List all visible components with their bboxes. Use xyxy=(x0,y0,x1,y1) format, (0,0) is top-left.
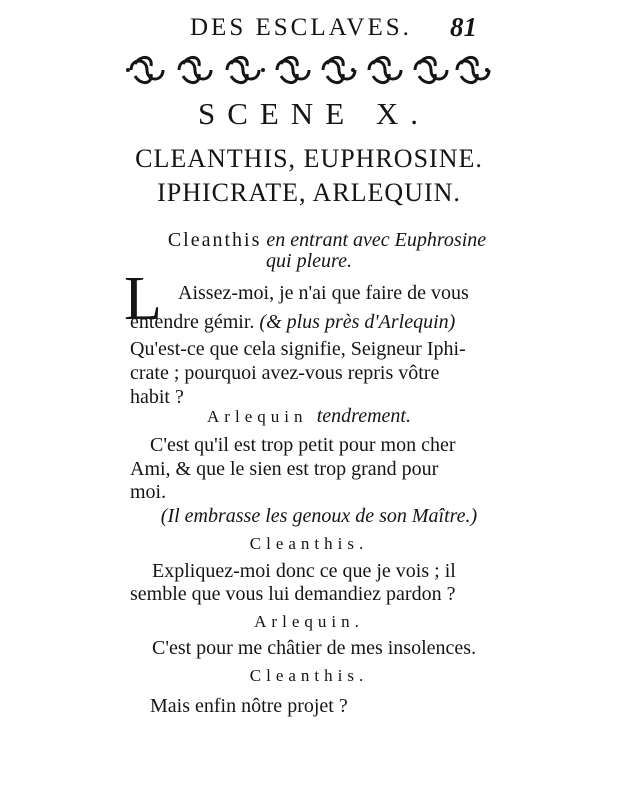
fleuron-icon xyxy=(415,57,447,82)
running-title: DES ESCLAVES. xyxy=(190,14,412,41)
fleuron-icon xyxy=(369,57,401,82)
speech-line: Mais enfin nôtre projet ? xyxy=(150,695,348,717)
speech-line: crate ; pourquoi avez-vous repris vôtre xyxy=(130,362,440,384)
fleuron-icon xyxy=(179,57,211,82)
scene-heading: SCENE X. xyxy=(197,96,431,131)
direction-text: tendrement. xyxy=(316,405,411,427)
speech-text: entendre gémir. xyxy=(130,311,260,333)
character-list-line: IPHICRATE, ARLEQUIN. xyxy=(157,178,461,207)
fleuron-icon xyxy=(323,57,355,82)
speech-line: semble que vous lui demandiez pardon ? xyxy=(130,583,456,605)
direction-text: en entrant avec Euphrosine xyxy=(266,229,487,251)
fleuron-icon xyxy=(457,57,489,82)
speaker-heading: Arlequin. xyxy=(254,612,364,631)
drop-cap: L xyxy=(124,265,162,333)
speech-line: C'est pour me châtier de mes insolences. xyxy=(152,637,477,659)
speech-line: Qu'est-ce que cela signifie, Seigneur Iphi- xyxy=(130,338,466,360)
speaker-name: Arlequin xyxy=(207,407,308,426)
page-number: 81 xyxy=(450,12,477,42)
stage-direction xyxy=(18,229,618,252)
speaker-heading xyxy=(0,405,618,428)
speech-line: moi. xyxy=(130,481,167,503)
speech-line: C'est qu'il est trop petit pour mon cher xyxy=(150,434,456,456)
direction-text: qui pleure. xyxy=(266,250,352,272)
character-list-line: CLEANTHIS, EUPHROSINE. xyxy=(135,144,483,173)
speech-line: Expliquez-moi donc ce que je vois ; il xyxy=(152,560,456,582)
speech-line: Ami, & que le sien est trop grand pour xyxy=(130,458,439,480)
fleuron-icon xyxy=(277,57,309,82)
speech-line: Aissez-moi, je n'ai que faire de vous xyxy=(178,282,469,304)
stage-direction: (Il embrasse les genoux de son Maître.) xyxy=(160,505,478,527)
fleuron-icon xyxy=(227,57,259,82)
speech-line: habit ? xyxy=(130,386,184,408)
fleuron-icon xyxy=(131,57,163,82)
speaker-heading: Cleanthis. xyxy=(249,534,369,553)
speaker-heading: Cleanthis. xyxy=(249,666,369,685)
speaker-name: Cleanthis xyxy=(167,229,262,251)
fleuron-ornament-band xyxy=(125,50,491,90)
inline-stage-direction: (& plus près d'Arlequin) xyxy=(259,311,456,333)
speech-line xyxy=(130,311,455,334)
